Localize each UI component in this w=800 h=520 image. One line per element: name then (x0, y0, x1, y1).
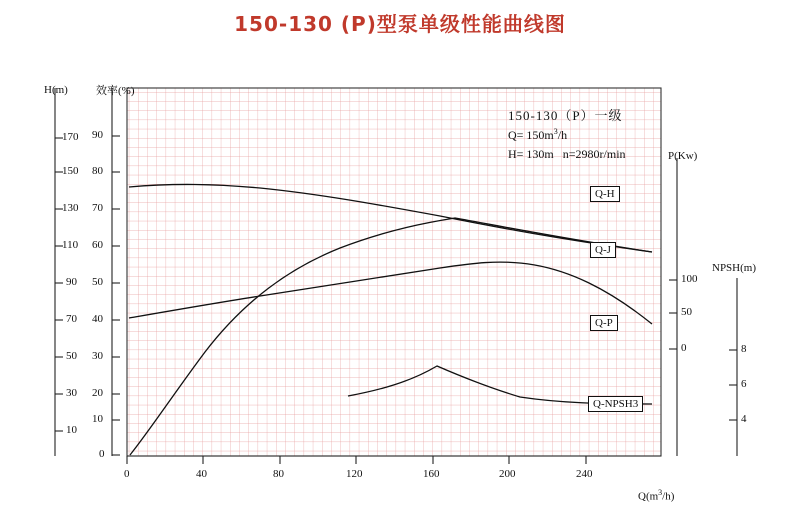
h-tick-110: 110 (62, 239, 79, 251)
eff-tick-80: 80 (92, 165, 103, 177)
q-axis-ticks (127, 456, 586, 464)
page-title: 150-130 (P)型泵单级性能曲线图 (234, 12, 566, 36)
h-tick-150: 150 (62, 165, 79, 177)
h-axis-ticks (55, 138, 63, 431)
eff-tick-0: 0 (99, 448, 105, 460)
npsh-tick-6: 6 (741, 378, 747, 390)
eff-tick-90: 90 (92, 129, 103, 141)
efficiency-axis-title: 效率(%) (96, 85, 135, 97)
h-tick-30: 30 (66, 387, 77, 399)
h-tick-130: 130 (62, 202, 79, 214)
h-tick-90: 90 (66, 276, 77, 288)
eff-tick-30: 30 (92, 350, 103, 362)
efficiency-axis-ticks (112, 136, 120, 455)
curve-label-qp: Q-P (590, 315, 618, 331)
p-tick-50: 50 (681, 306, 692, 318)
p-axis-ticks (669, 280, 677, 349)
npsh-tick-8: 8 (741, 343, 747, 355)
eff-tick-40: 40 (92, 313, 103, 325)
q-tick-0: 0 (124, 468, 130, 480)
eff-tick-20: 20 (92, 387, 103, 399)
curve-label-qnpsh3: Q-NPSH3 (588, 396, 643, 412)
h-tick-50: 50 (66, 350, 77, 362)
p-tick-0: 0 (681, 342, 687, 354)
q-tick-200: 200 (499, 468, 516, 480)
q-tick-120: 120 (346, 468, 363, 480)
eff-tick-10: 10 (92, 413, 103, 425)
p-tick-100: 100 (681, 273, 698, 285)
pump-info-box (508, 106, 626, 163)
h-tick-170: 170 (62, 131, 79, 143)
p-axis-title: P(Kw) (668, 150, 698, 162)
curve-label-qh: Q-H (590, 186, 620, 202)
curve-label-qj: Q-J (590, 242, 616, 258)
h-tick-70: 70 (66, 313, 77, 325)
q-axis-title: $Q(m^3/h)$ (638, 488, 675, 503)
q-tick-80: 80 (273, 468, 284, 480)
npsh-tick-4: 4 (741, 413, 747, 425)
pump-model: 150-130（P）一级 (508, 108, 623, 123)
pump-head-speed: H= 130m n=2980r/min (508, 146, 626, 161)
eff-tick-70: 70 (92, 202, 103, 214)
q-tick-40: 40 (196, 468, 207, 480)
eff-tick-60: 60 (92, 239, 103, 251)
eff-tick-50: 50 (92, 276, 103, 288)
pump-flow: $Q= 150m^3/h$ (508, 127, 568, 143)
h-tick-10: 10 (66, 424, 77, 436)
npsh-axis-ticks (729, 350, 737, 420)
npsh-axis-title: NPSH(m) (712, 262, 757, 274)
q-tick-160: 160 (423, 468, 440, 480)
h-axis-title: H(m) (44, 84, 68, 96)
q-tick-240: 240 (576, 468, 593, 480)
